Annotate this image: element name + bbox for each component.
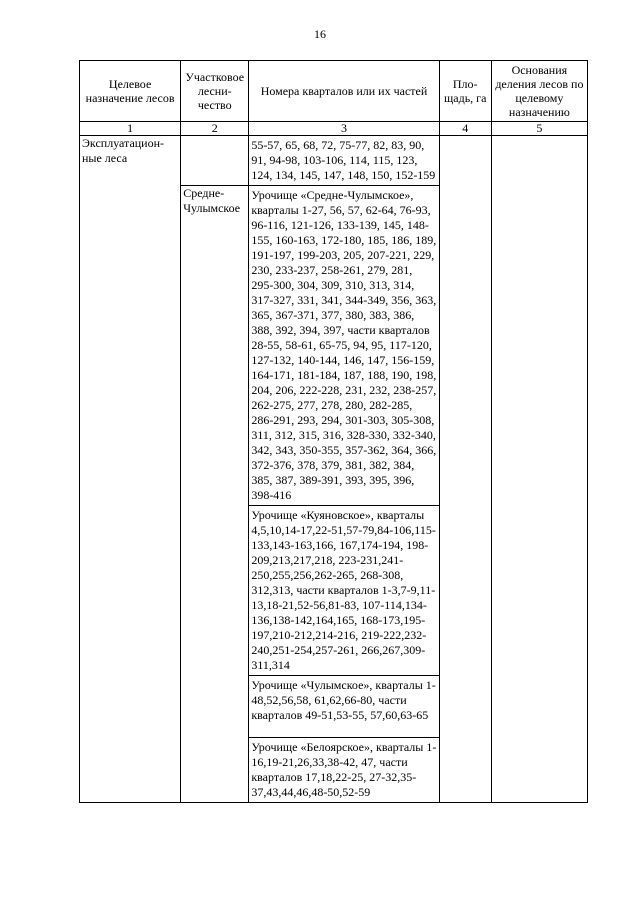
header-basis: Основания деления лесов по целевому назначению: [491, 61, 587, 122]
forest-zoning-table: [79, 60, 588, 803]
purpose-cell: Эксплуатацион-ные леса: [80, 136, 181, 803]
tract-text: Урочище «Средне-Чулымское», кварталы 1-27, 56, 57, 62-64, 76-93, 96-116, 121-126, 133-139, 145, 148-155, 160-163, 172-180, 185, 186, 189, 191-197, 199-203, 205, 207-221, 229, 230, 233-237, 258-261, 279, 281, 295-300, 304, 309, 310, 313, 314, 317-327, 331, 341, 344-349, 356, 363, 365, 367-371, 377, 380, 383, 386, 388, 392, 394, 397, части кварталов 28-55, 58-61, 65-75, 94, 95, 117-120, 127-132, 140-144, 146, 147, 156-159, 164-171, 181-184, 187, 188, 190, 198, 204, 206, 222-228, 231, 232, 238-257, 262-275, 277, 278, 280, 282-285, 286-291, 293, 294, 301-303, 305-308, 311, 312, 315, 316, 328-330, 332-340, 342, 343, 350-355, 357-362, 364, 366, 372-376, 378, 379, 381, 382, 384, 385, 387, 389-391, 393, 395, 396, 398-416: [251, 188, 437, 502]
column-number: 1: [80, 122, 181, 136]
column-number: 4: [439, 122, 491, 136]
tract-cell: [249, 506, 439, 676]
header-area: Пло-щадь, га: [439, 61, 491, 122]
page-number: 16: [314, 27, 326, 41]
tract-text: Урочище «Чулымское», кварталы 1-48,52,56,58, 61,62,66-80, части кварталов 49-51,53-55, 57,60,63-65: [251, 678, 436, 722]
column-number: 5: [491, 122, 587, 136]
tract-cell: [249, 186, 439, 506]
forestry-cell: [181, 136, 249, 186]
forestry-cell: Средне-Чулымское: [181, 186, 249, 803]
column-number: 3: [249, 122, 439, 136]
header-quarters: Номера кварталов или их частей: [249, 61, 439, 122]
tract-text: Урочище «Белоярское», кварталы 1-16,19-21,26,33,38-42, 47, части кварталов 17,18,22-25, 27-32,35-37,43,44,46,48-50,52-59: [251, 740, 437, 799]
area-cell: [439, 136, 491, 803]
basis-cell: [491, 136, 587, 803]
quarters-cell: [249, 136, 439, 186]
column-number-row: [80, 122, 588, 136]
header-row: [80, 61, 588, 122]
quarters-text: 55-57, 65, 68, 72, 75-77, 82, 83, 90, 91, 94-98, 103-106, 114, 115, 123, 124, 134, 145, 147, 148, 150, 152-159: [251, 138, 436, 182]
column-number: 2: [181, 122, 249, 136]
tract-cell: [249, 738, 439, 803]
tract-text: Урочище «Куяновское», кварталы 4,5,10,14-17,22-51,57-79,84-106,115-133,143-163,166, 167,174-194, 198-209,213,217,218, 223-231,241-250,255,256,262-265, 268-308, 312,313, части кварталов 1-3,7-9,11-13,18-21,52-56,81-83, 107-114,134-136,138-142,164,165, 168-173,195-197,210-212,214-216, 219-222,232-240,251-254,257-261, 266,267,309-311,314: [251, 508, 436, 672]
header-forestry: Участковое лесни-чество: [181, 61, 249, 122]
table-row: [80, 136, 588, 186]
tract-cell: [249, 676, 439, 738]
header-purpose: Целевое назначение лесов: [80, 61, 181, 122]
